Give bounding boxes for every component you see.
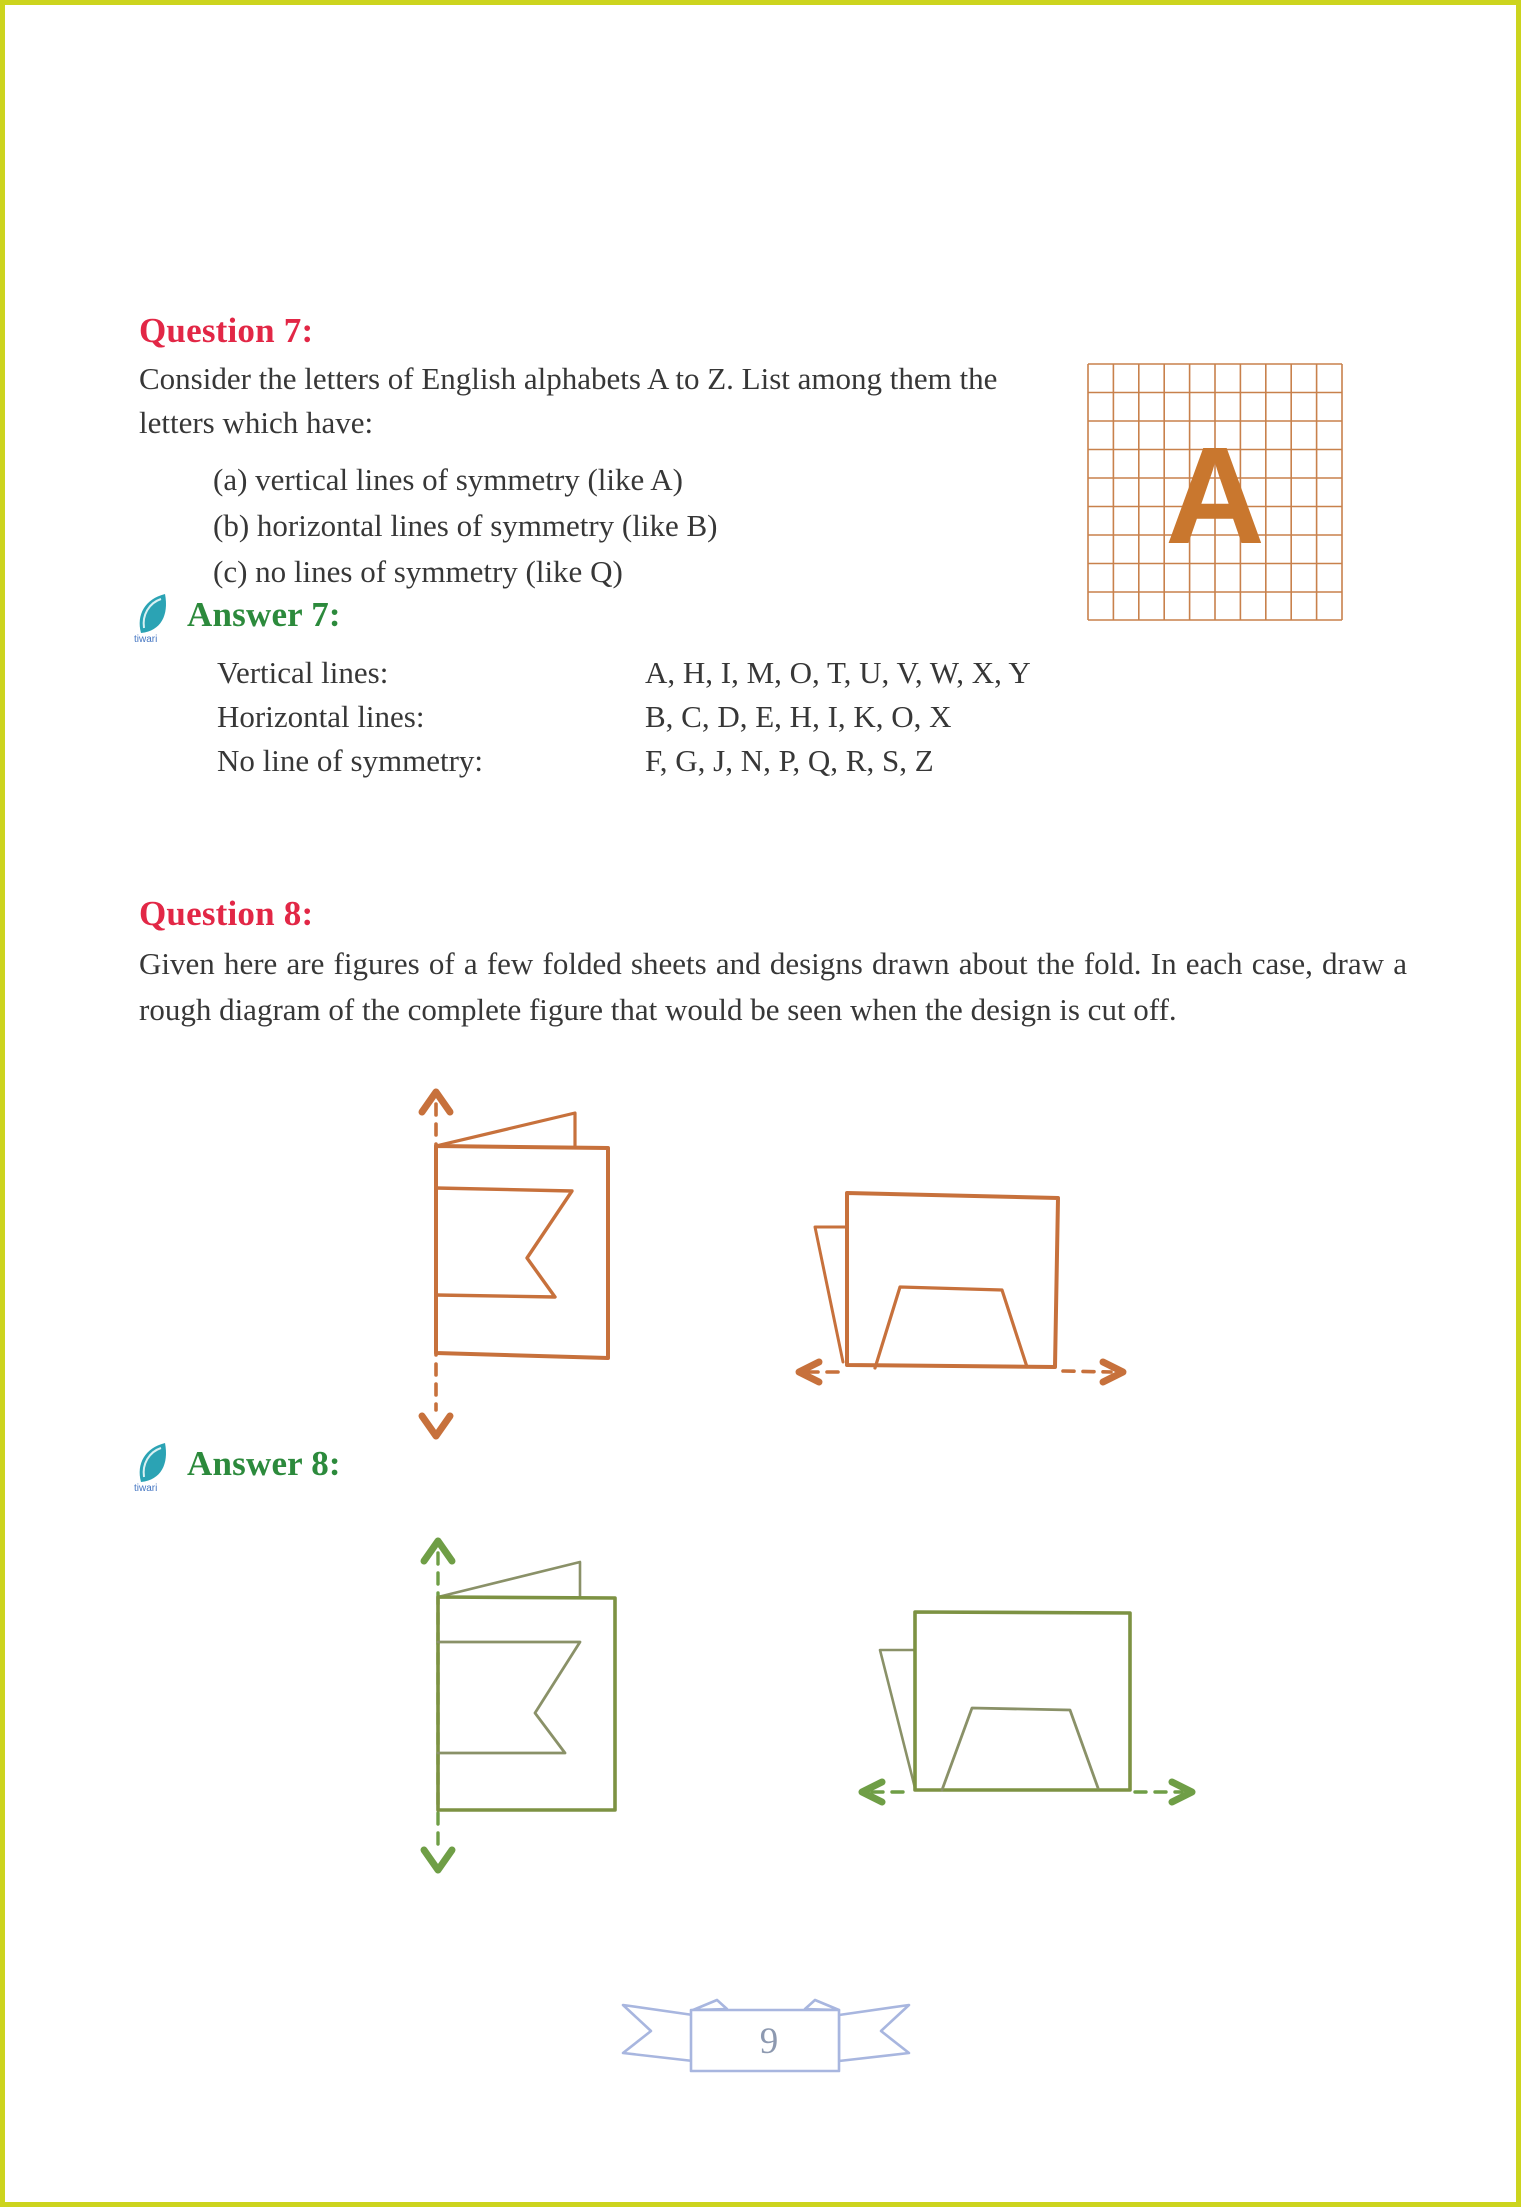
sheet-outline <box>915 1612 1130 1790</box>
flag-design-outline <box>438 1642 580 1753</box>
top-flap-outline <box>438 1562 580 1597</box>
fold-axis-arrow-horizontal <box>862 1782 1192 1802</box>
answer7-table <box>217 651 1031 783</box>
answer7-header <box>131 591 341 645</box>
question7-option-c: (c) no lines of symmetry (like Q) <box>213 554 623 589</box>
folded-sheet-outline <box>436 1113 608 1358</box>
page-number: 9 <box>759 2021 779 2062</box>
vertical-lines-label: Vertical lines: <box>217 655 389 690</box>
leaf-logo-text: tiwari <box>134 1483 158 1494</box>
page-number-ribbon <box>617 1993 915 2079</box>
answer8-header <box>131 1440 341 1494</box>
horizontal-lines-row <box>217 695 1031 739</box>
ribbon-left-fold <box>693 2000 727 2010</box>
letter-a-glyph: A <box>1165 419 1265 573</box>
question7-option-a: (a) vertical lines of symmetry (like A) <box>213 462 684 497</box>
sheet-outline <box>438 1597 615 1810</box>
flag-design-outline <box>436 1188 572 1297</box>
trapezoid-design-outline <box>942 1708 1098 1790</box>
letter-a-grid-figure <box>1087 363 1343 621</box>
question7-text: Consider the letters of English alphabets A to Z. List among them the letters which have: <box>139 361 998 440</box>
horizontal-lines-label: Horizontal lines: <box>217 699 425 734</box>
no-line-row <box>217 739 1031 783</box>
trapezoid-design-outline <box>875 1287 1027 1368</box>
no-line-label: No line of symmetry: <box>217 743 484 778</box>
question7-option-b: (b) horizontal lines of symmetry (like B) <box>213 508 718 543</box>
vertical-lines-letters: A, H, I, M, O, T, U, V, W, X, Y <box>645 655 1031 690</box>
question7-options <box>213 457 718 595</box>
question7-heading: Question 7: <box>139 311 314 350</box>
no-line-letters: F, G, J, N, P, Q, R, S, Z <box>645 743 934 778</box>
answer7-heading: Answer 7: <box>187 595 341 634</box>
horizontal-lines-letters: B, C, D, E, H, I, K, O, X <box>645 699 952 734</box>
back-flap-outline <box>815 1227 847 1362</box>
vertical-lines-row <box>217 651 1031 695</box>
a8-folded-card-figure <box>405 1525 645 1880</box>
tiwari-leaf-logo-icon <box>131 1440 177 1494</box>
ribbon-right-fold <box>805 2000 839 2010</box>
question8-text: Given here are figures of a few folded sheets and designs drawn about the fold. In each case, draw a rough diagram of the complete figure that would be seen when the design is cut off. <box>139 946 1407 1027</box>
a8-folded-sheet-figure <box>850 1585 1210 1820</box>
question8-heading: Question 8: <box>139 894 314 933</box>
sheet-outline <box>847 1193 1058 1367</box>
leaf-logo-text: tiwari <box>134 634 158 645</box>
ribbon-right-tail <box>839 2005 909 2061</box>
q8-folded-sheet-figure <box>785 1165 1135 1405</box>
ribbon-left-tail <box>623 2005 693 2061</box>
answer8-heading: Answer 8: <box>187 1444 341 1483</box>
tiwari-leaf-logo-icon <box>131 591 177 645</box>
q8-folded-card-figure <box>405 1080 635 1450</box>
back-flap-outline <box>880 1650 915 1788</box>
